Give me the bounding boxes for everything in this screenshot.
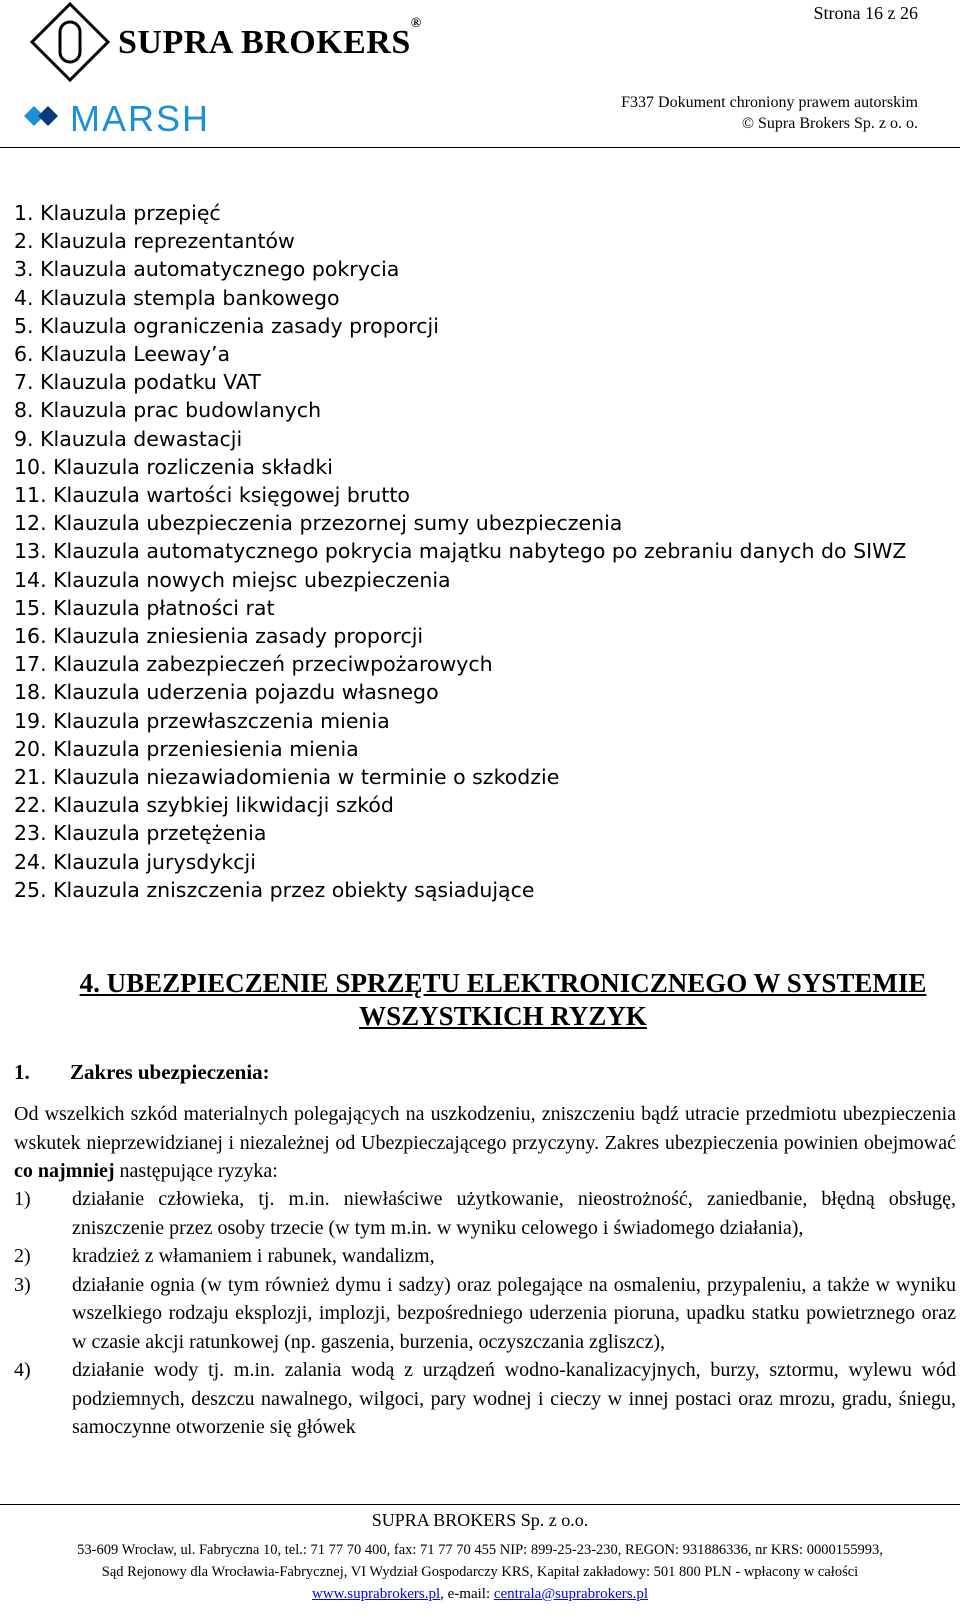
list-item: 20. Klauzula przeniesienia mienia xyxy=(14,736,359,761)
list-item: 12. Klauzula ubezpieczenia przezornej sumy ubezpieczenia xyxy=(14,511,623,536)
list-item: 1. Klauzula przepięć xyxy=(14,201,221,225)
list-item: 15. Klauzula płatności rat xyxy=(14,595,275,620)
marsh-logo-icon xyxy=(22,100,62,132)
footer-court: Sąd Rejonowy dla Wrocławia-Fabrycznej, VI Wydział Gospodarczy KRS, Kapitał zakładowy: 501 800 PLN - wpłacony w całości xyxy=(101,1564,859,1580)
footer-company: SUPRA BROKERS Sp. z o.o. xyxy=(371,1510,589,1530)
clause-list xyxy=(14,199,906,904)
list-item: 4. Klauzula stempla bankowego xyxy=(14,285,340,310)
list-item xyxy=(14,1356,956,1442)
footer-divider xyxy=(0,1504,960,1505)
section-title-line: 4. UBEZPIECZENIE SPRZĘTU ELEKTRONICZNEGO W SYSTEMIE xyxy=(79,968,927,998)
website-link[interactable]: www.suprabrokers.pl xyxy=(311,1586,441,1602)
list-item: 6. Klauzula Leeway’a xyxy=(14,342,231,367)
section-title-line: WSZYSTKICH RYZYK xyxy=(359,1001,647,1031)
list-item: 21. Klauzula niezawiadomienia w terminie o szkodzie xyxy=(14,765,560,790)
risk-list xyxy=(14,1185,956,1442)
list-item: 5. Klauzula ograniczenia zasady proporcji xyxy=(14,313,439,338)
list-item: 9. Klauzula dewastacji xyxy=(14,426,243,451)
list-item: 14. Klauzula nowych miejsc ubezpieczenia xyxy=(14,567,451,592)
brand-name: SUPRA BROKERS® xyxy=(118,15,422,61)
list-item: 23. Klauzula przetężenia xyxy=(14,821,267,846)
page-header xyxy=(0,0,960,160)
list-item: 24. Klauzula jurysdykcji xyxy=(14,849,256,874)
list-item-number: 3) xyxy=(14,1273,31,1296)
list-item: 2. Klauzula reprezentantów xyxy=(14,229,295,254)
list-item-text: kradzież z włamaniem i rabunek, wandalizm, xyxy=(72,1245,435,1267)
registered-mark: ® xyxy=(410,15,422,31)
list-item: 19. Klauzula przewłaszczenia mienia xyxy=(14,708,390,733)
sub-heading-text: Zakres ubezpieczenia: xyxy=(70,1060,270,1084)
doc-copyright-line: F337 Dokument chroniony prawem autorskim xyxy=(621,94,918,111)
list-item: 22. Klauzula szybkiej likwidacji szkód xyxy=(14,793,394,818)
list-item: 16. Klauzula zniesienia zasady proporcji xyxy=(14,624,424,649)
footer-contact: www.suprabrokers.pl, e-mail: centrala@suprabrokers.pl xyxy=(311,1586,649,1602)
list-item xyxy=(14,1271,956,1357)
list-item: 13. Klauzula automatycznego pokrycia majątku nabytego po zebraniu danych do SIWZ xyxy=(14,539,907,564)
list-item: 3. Klauzula automatycznego pokrycia xyxy=(14,257,400,282)
list-item-number: 4) xyxy=(14,1359,31,1381)
intro-paragraph: Od wszelkich szkód materialnych polegających na uszkodzeniu, zniszczeniu bądź utracie przedmiotu ubezpieczenia wskutek nieprzewidzianej i niezależnej od Ubezpieczającego przyczyny. Zakres ubezpieczenia powinien obejmować co najmniej następujące ryzyka: xyxy=(14,1103,956,1182)
sub-heading xyxy=(14,1060,270,1085)
list-item: 25. Klauzula zniszczenia przez obiekty sąsiadujące xyxy=(14,877,535,902)
list-item-number: 1) xyxy=(14,1188,31,1210)
list-item: 7. Klauzula podatku VAT xyxy=(14,370,261,395)
list-item: 10. Klauzula rozliczenia składki xyxy=(14,454,333,479)
list-item: 18. Klauzula uderzenia pojazdu własnego xyxy=(14,680,439,705)
list-item xyxy=(14,1185,956,1242)
header-divider xyxy=(0,147,960,148)
list-item: 17. Klauzula zabezpieczeń przeciwpożarowych xyxy=(14,652,493,677)
list-item-number: 2) xyxy=(14,1245,31,1267)
email-link[interactable]: centrala@suprabrokers.pl xyxy=(493,1586,649,1602)
list-item: 8. Klauzula prac budowlanych xyxy=(14,398,322,423)
list-item-text: działanie człowieka, tj. m.in. niewłaściwe użytkowanie, nieostrożność, zaniedbanie, błędną obsługę, zniszczenie przez osoby trzecie (w tym m.in. w wyniku celowego i świadomego działania), xyxy=(72,1188,956,1239)
supra-brokers-logo-icon xyxy=(30,2,110,82)
list-item-text: działanie wody tj. m.in. zalania wodą z urządzeń wodno-kanalizacyjnych, burzy, sztormu, wylewu wód podziemnych, deszczu nawalnego, wilgoci, pary wodnej i cieczy w innej postaci oraz mrozu, gradu, śniegu, samoczynne otworzenie się główek xyxy=(72,1359,956,1438)
list-item xyxy=(14,1242,956,1271)
footer-address: 53-609 Wrocław, ul. Fabryczna 10, tel.: 71 77 70 400, fax: 71 77 70 455 NIP: 899-25-23-230, REGON: 931886336, nr KRS: 0000155993, xyxy=(77,1542,883,1558)
doc-owner-line: © Supra Brokers Sp. z o. o. xyxy=(741,115,918,132)
emphasis: co najmniej xyxy=(14,1160,115,1182)
page-number: Strona 16 z 26 xyxy=(813,3,918,23)
marsh-logo-text: MARSH xyxy=(70,98,211,139)
sub-heading-number: 1. xyxy=(14,1060,30,1084)
list-item-text: działanie ognia (w tym również dymu i sadzy) oraz polegające na osmaleniu, przypaleniu, a także w wyniku wszelkiego rodzaju eksplozji, implozji, bezpośredniego uderzenia pioruna, upadku statku powietrznego oraz w czasie akcji ratunkowej (np. gaszenia, burzenia, oczyszczania zgliszcz), xyxy=(72,1273,956,1353)
list-item: 11. Klauzula wartości księgowej brutto xyxy=(14,483,410,508)
document-info xyxy=(621,92,918,134)
section-title xyxy=(50,967,956,1033)
